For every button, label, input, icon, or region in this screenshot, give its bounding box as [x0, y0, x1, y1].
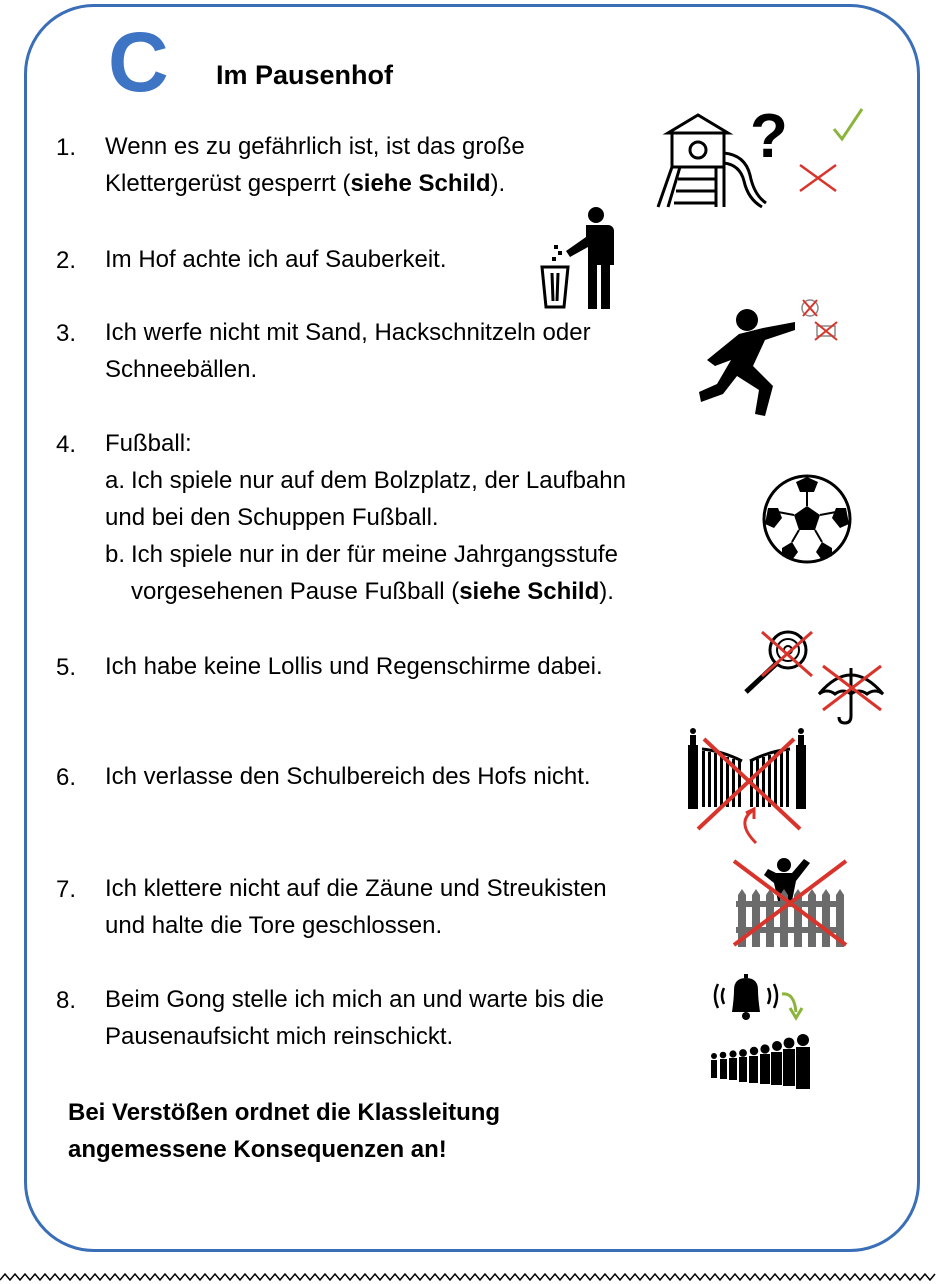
trash-person-icon	[540, 205, 620, 310]
rule-8-text: Beim Gong stelle ich mich an und warte bis die Pausenaufsicht mich reinschickt.	[105, 986, 604, 1050]
rule-4a-label: a.	[105, 467, 126, 494]
rule-number: 4.	[56, 431, 77, 458]
section-letter: C	[108, 15, 169, 109]
rule-4b-line2: vorgesehenen Pause Fußball (siehe Schild).	[131, 578, 614, 605]
consequences-note: Bei Verstößen ordnet die Klassleitung angemessene Konsequenzen an!	[68, 1099, 501, 1163]
rule-number: 5.	[56, 654, 77, 681]
rule-1-text: Wenn es zu gefährlich ist, ist das große Klettergerüst gesperrt (siehe Schild).	[105, 133, 525, 197]
umbrella-crossed-icon	[815, 660, 887, 726]
zigzag-divider	[0, 1270, 938, 1284]
rule-2-text: Im Hof achte ich auf Sauberkeit.	[105, 246, 447, 273]
rule-7-text: Ich klettere nicht auf die Zäune und Streukisten und halte die Tore geschlossen.	[105, 875, 607, 939]
page-title: Im Pausenhof	[216, 60, 394, 90]
bell-icon	[712, 972, 812, 1027]
rule-number: 2.	[56, 247, 77, 274]
fence-climber-crossed-icon	[730, 855, 850, 950]
rule-number: 1.	[56, 134, 77, 161]
throwing-person-icon	[695, 290, 855, 420]
queue-icon	[708, 1032, 816, 1094]
rule-4a-line2: und bei den Schuppen Fußball.	[105, 504, 439, 531]
rule-number: 3.	[56, 320, 77, 347]
rule-6-text: Ich verlasse den Schulbereich des Hofs nicht.	[105, 763, 591, 790]
rule-4b-label: b.	[105, 541, 126, 568]
svg-text:?: ?	[750, 102, 788, 171]
soccer-ball-icon	[760, 472, 854, 566]
rule-3-text: Ich werfe nicht mit Sand, Hackschnitzeln oder Schneebällen.	[105, 319, 591, 383]
rule-number: 8.	[56, 987, 77, 1014]
rule-number: 6.	[56, 764, 77, 791]
lollipop-crossed-icon	[740, 628, 820, 698]
playground-icon	[650, 95, 870, 215]
rule-5-text: Ich habe keine Lollis und Regenschirme dabei.	[105, 653, 603, 680]
rule-number: 7.	[56, 876, 77, 903]
rule-4-text: Fußball:	[105, 430, 192, 457]
gate-crossed-icon	[684, 725, 816, 850]
rule-4b-line1: Ich spiele nur in der für meine Jahrgangsstufe	[131, 541, 618, 568]
rule-4a-line1: Ich spiele nur auf dem Bolzplatz, der Laufbahn	[131, 467, 626, 494]
